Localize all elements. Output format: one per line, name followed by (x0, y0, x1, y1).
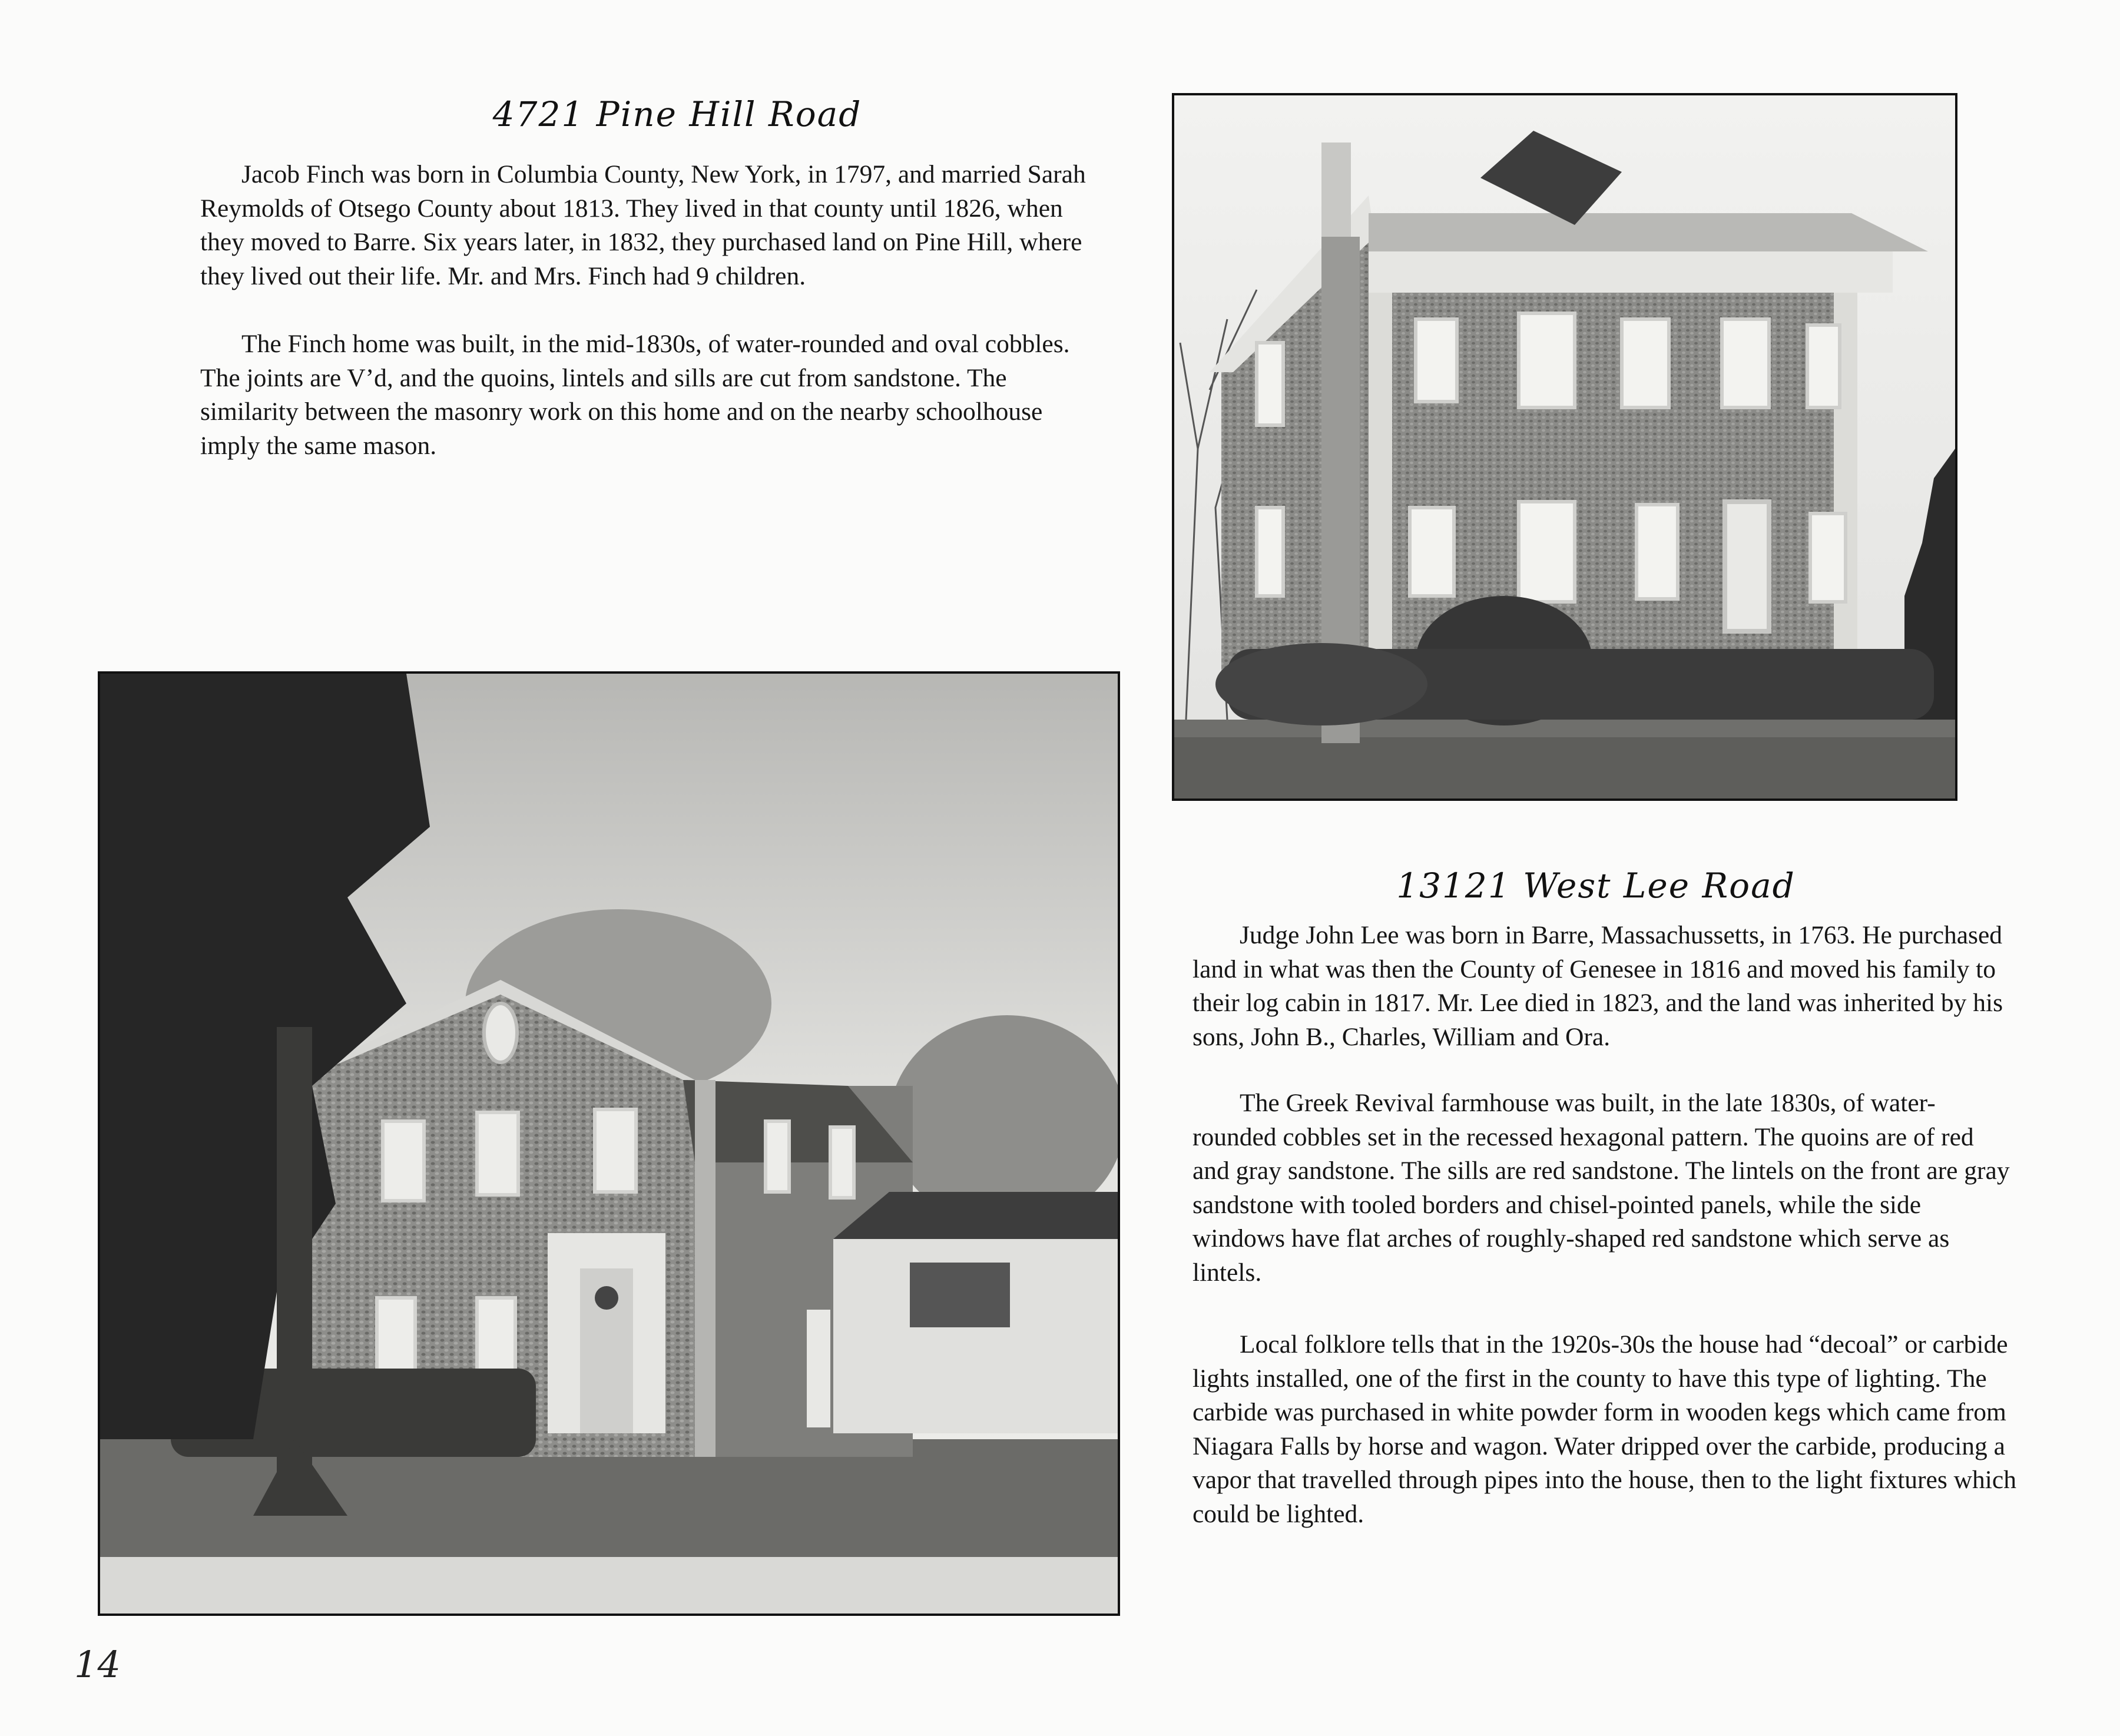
carbide-lights-paragraph: Local folklore tells that in the 1920s-30s the house had “decoal” or carbide lights installed, one of the first in the county to have this type of lighting. The carbide was purchased in white powder form in wooden kegs which came from Niagara Falls by horse and wagon. Water dripped over the carbide, producing a vapor that travelled through pipes into the house, then to the light fixtures which could be lighted. (1192, 1330, 2016, 1528)
page-number: 14 (74, 1643, 121, 1686)
finch-family-paragraph: Jacob Finch was born in Columbia County, New York, in 1797, and married Sarah Reymolds of Otsego County about 1813. They lived in that county until 1826, when they moved to Barre. Six years later, in 1832, they purchased land on Pine Hill, where they lived out their life. Mr. and Mrs. Finch had 9 children. (200, 160, 1086, 290)
lee-farmhouse-photo (98, 671, 1120, 1616)
judge-lee-paragraph: Judge John Lee was born in Barre, Massachussetts, in 1763. He purchased land in what was then the County of Genesee in 1816 and moved his family to their log cabin in 1817. Mr. Lee died in 1823, and the land was inherited by his sons, John B., Charles, William and Ora. (1192, 921, 2003, 1051)
pine-hill-road-heading: 4721 Pine Hill Road (492, 94, 862, 134)
farmhouse-construction-paragraph: The Greek Revival farmhouse was built, in the late 1830s, of water-rounded cobbles set in the recessed hexagonal pattern. The quoins are of red and gray sandstone. The sills are red sandstone. The lintels on the front are gray sandstone with tooled borders and chisel-pointed panels, while the side windows have flat arches of roughly-shaped red sandstone which serve as lintels. (1192, 1089, 2010, 1287)
finch-home-construction-paragraph: The Finch home was built, in the mid-1830s, of water-rounded and oval cobbles. The joints are V’d, and the quoins, lintels and sills are cut from sandstone. The similarity between the masonry work on this home and on the nearby schoolhouse imply the same mason. (200, 330, 1070, 460)
finch-house-photo (1172, 93, 1957, 801)
west-lee-road-heading: 13121 West Lee Road (1396, 866, 1796, 906)
